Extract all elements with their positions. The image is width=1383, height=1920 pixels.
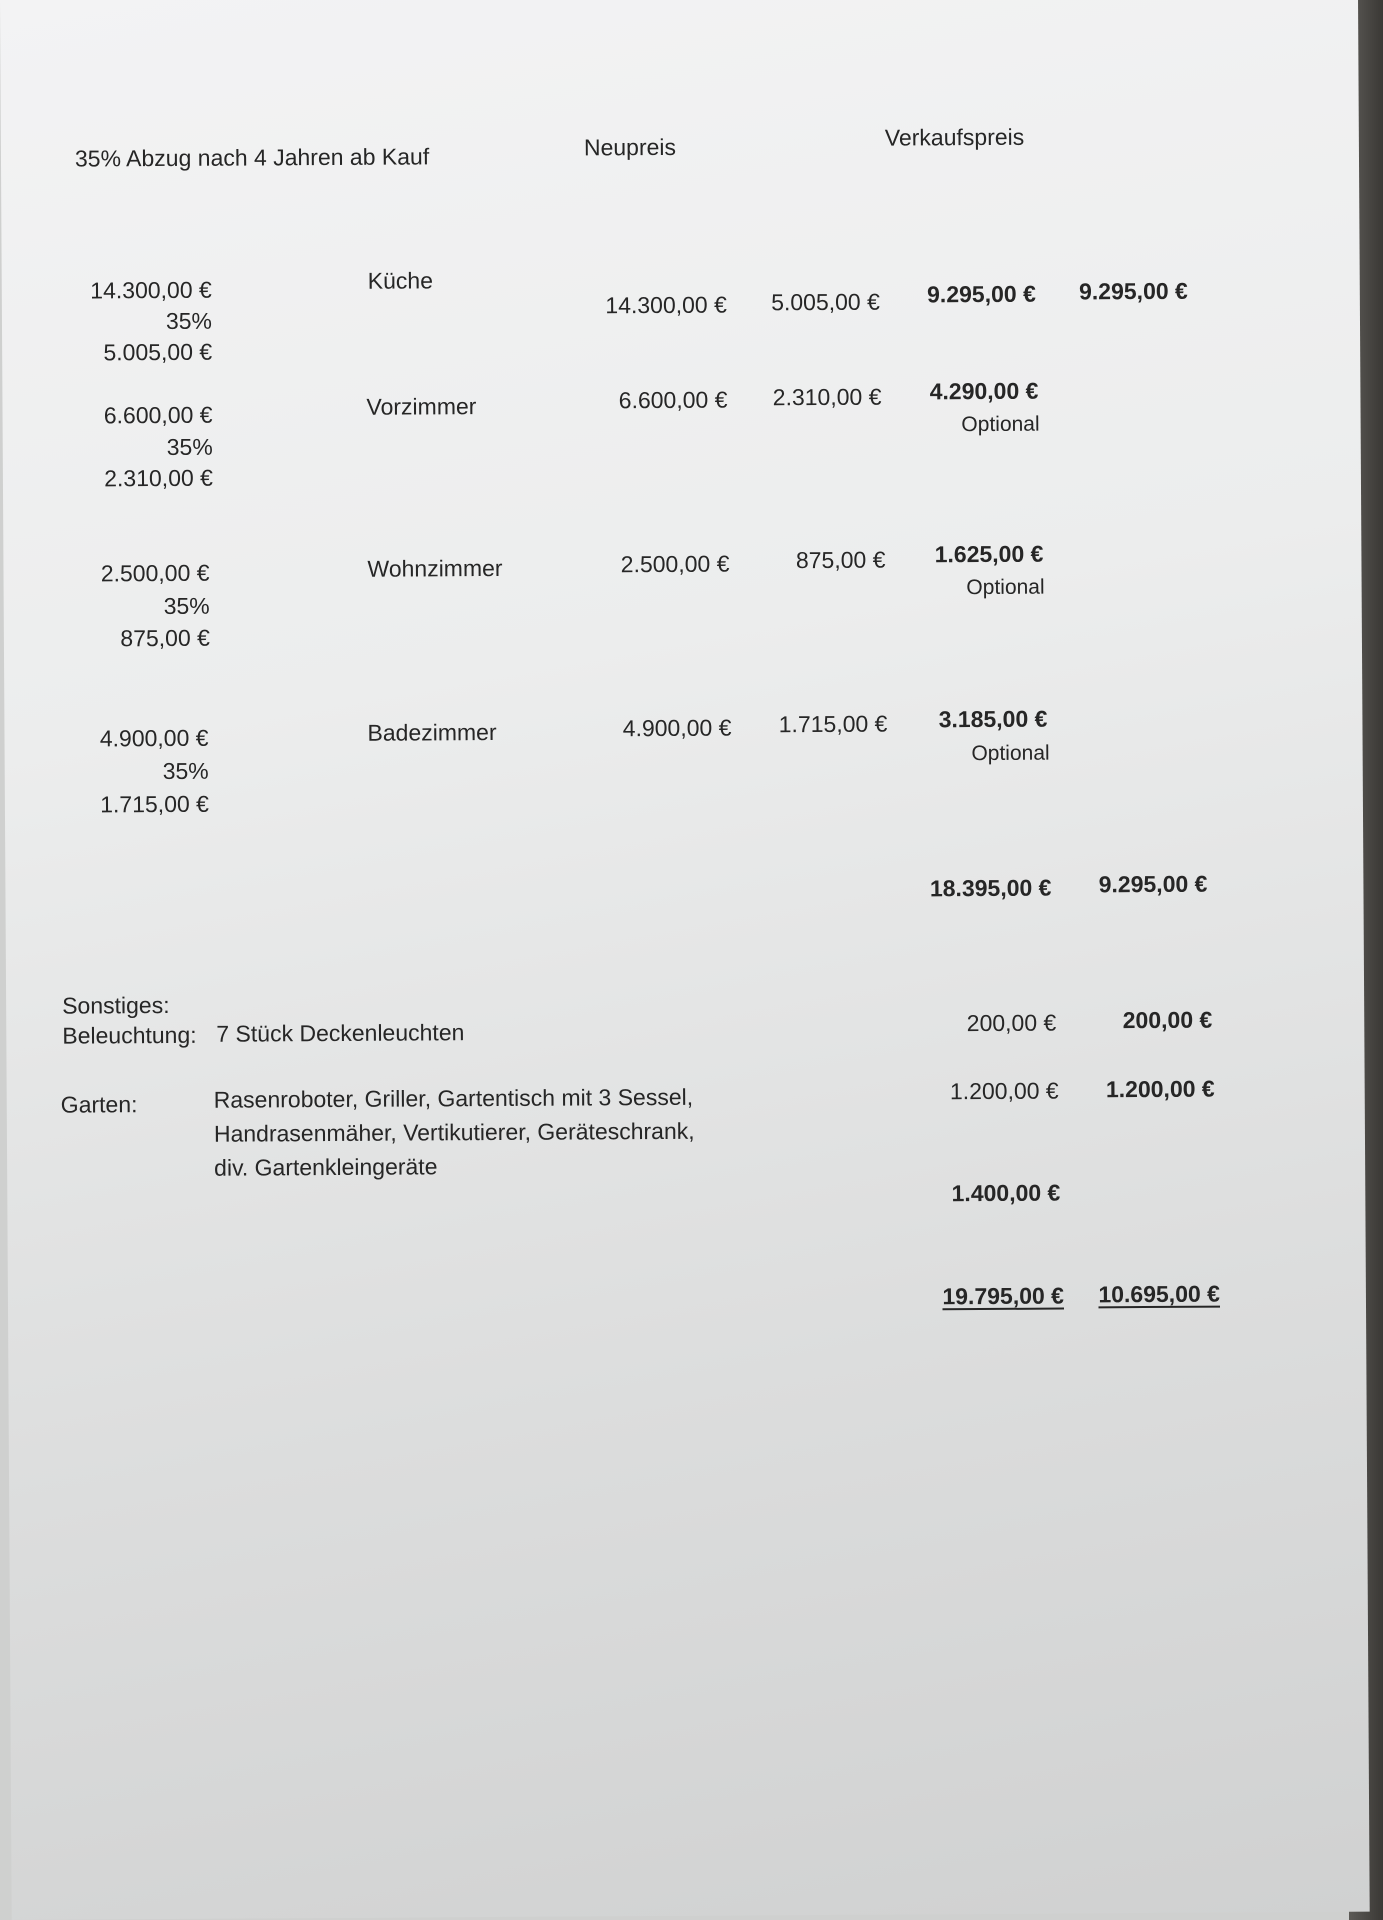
calc-percent: 35% [166, 433, 213, 460]
misc-total: 1.400,00 € [951, 1179, 1061, 1207]
lighting-description: 7 Stück Deckenleuchten [216, 1019, 465, 1047]
deduction-amount: 875,00 € [795, 546, 886, 574]
garden-label: Garten: [60, 1091, 138, 1118]
subtotal-final: 9.295,00 € [1098, 870, 1208, 898]
calc-deduction: 5.005,00 € [103, 338, 213, 366]
calc-percent: 35% [165, 307, 213, 334]
new-price: 14.300,00 € [605, 291, 727, 319]
garden-description-line-2: Handrasenmäher, Vertikutierer, Geräteschrank, [213, 1117, 695, 1147]
optional-note: Optional [971, 741, 1050, 766]
misc-heading: Sonstiges: [62, 991, 170, 1019]
deduction-amount: 5.005,00 € [771, 288, 880, 316]
garden-description-line-1: Rasenroboter, Griller, Gartentisch mit 3 Sessel, [213, 1083, 694, 1113]
garden-description-line-3: div. Gartenkleingeräte [214, 1153, 438, 1181]
sale-price: 3.185,00 € [938, 705, 1048, 733]
lighting-final-price: 200,00 € [1122, 1006, 1213, 1034]
optional-note: Optional [966, 575, 1045, 600]
calc-percent: 35% [162, 757, 209, 785]
lighting-label: Beleuchtung: [62, 1021, 197, 1049]
room-name: Vorzimmer [366, 393, 477, 420]
final-price: 9.295,00 € [1079, 277, 1188, 305]
new-price: 6.600,00 € [618, 386, 728, 414]
new-price: 4.900,00 € [622, 714, 732, 742]
deduction-amount: 2.310,00 € [772, 383, 882, 411]
grand-total-sale: 19.795,00 € [942, 1282, 1065, 1310]
sale-price: 4.290,00 € [929, 377, 1039, 405]
calc-price: 2.500,00 € [100, 559, 210, 587]
garden-sale-price: 1.200,00 € [949, 1077, 1059, 1105]
deduction-amount: 1.715,00 € [778, 710, 888, 738]
room-name: Küche [367, 267, 434, 294]
calc-deduction: 1.715,00 € [100, 790, 209, 818]
calc-price: 6.600,00 € [103, 401, 213, 429]
column-header-new-price: Neupreis [583, 133, 677, 161]
optional-note: Optional [961, 412, 1040, 437]
calc-price: 14.300,00 € [90, 276, 212, 304]
lighting-sale-price: 200,00 € [966, 1009, 1057, 1037]
calc-price: 4.900,00 € [99, 724, 209, 752]
calc-percent: 35% [163, 592, 210, 620]
sale-price: 9.295,00 € [927, 280, 1036, 308]
subtotal-sale: 18.395,00 € [929, 874, 1052, 902]
sale-price: 1.625,00 € [934, 540, 1044, 568]
room-name: Badezimmer [367, 718, 497, 746]
calc-deduction: 2.310,00 € [104, 464, 214, 492]
deduction-note: 35% Abzug nach 4 Jahren ab Kauf [74, 143, 430, 172]
garden-final-price: 1.200,00 € [1105, 1075, 1215, 1103]
grand-total-final: 10.695,00 € [1098, 1280, 1221, 1308]
room-name: Wohnzimmer [367, 554, 503, 582]
calc-deduction: 875,00 € [120, 624, 210, 652]
new-price: 2.500,00 € [620, 550, 730, 578]
column-header-sale-price: Verkaufspreis [884, 123, 1025, 151]
